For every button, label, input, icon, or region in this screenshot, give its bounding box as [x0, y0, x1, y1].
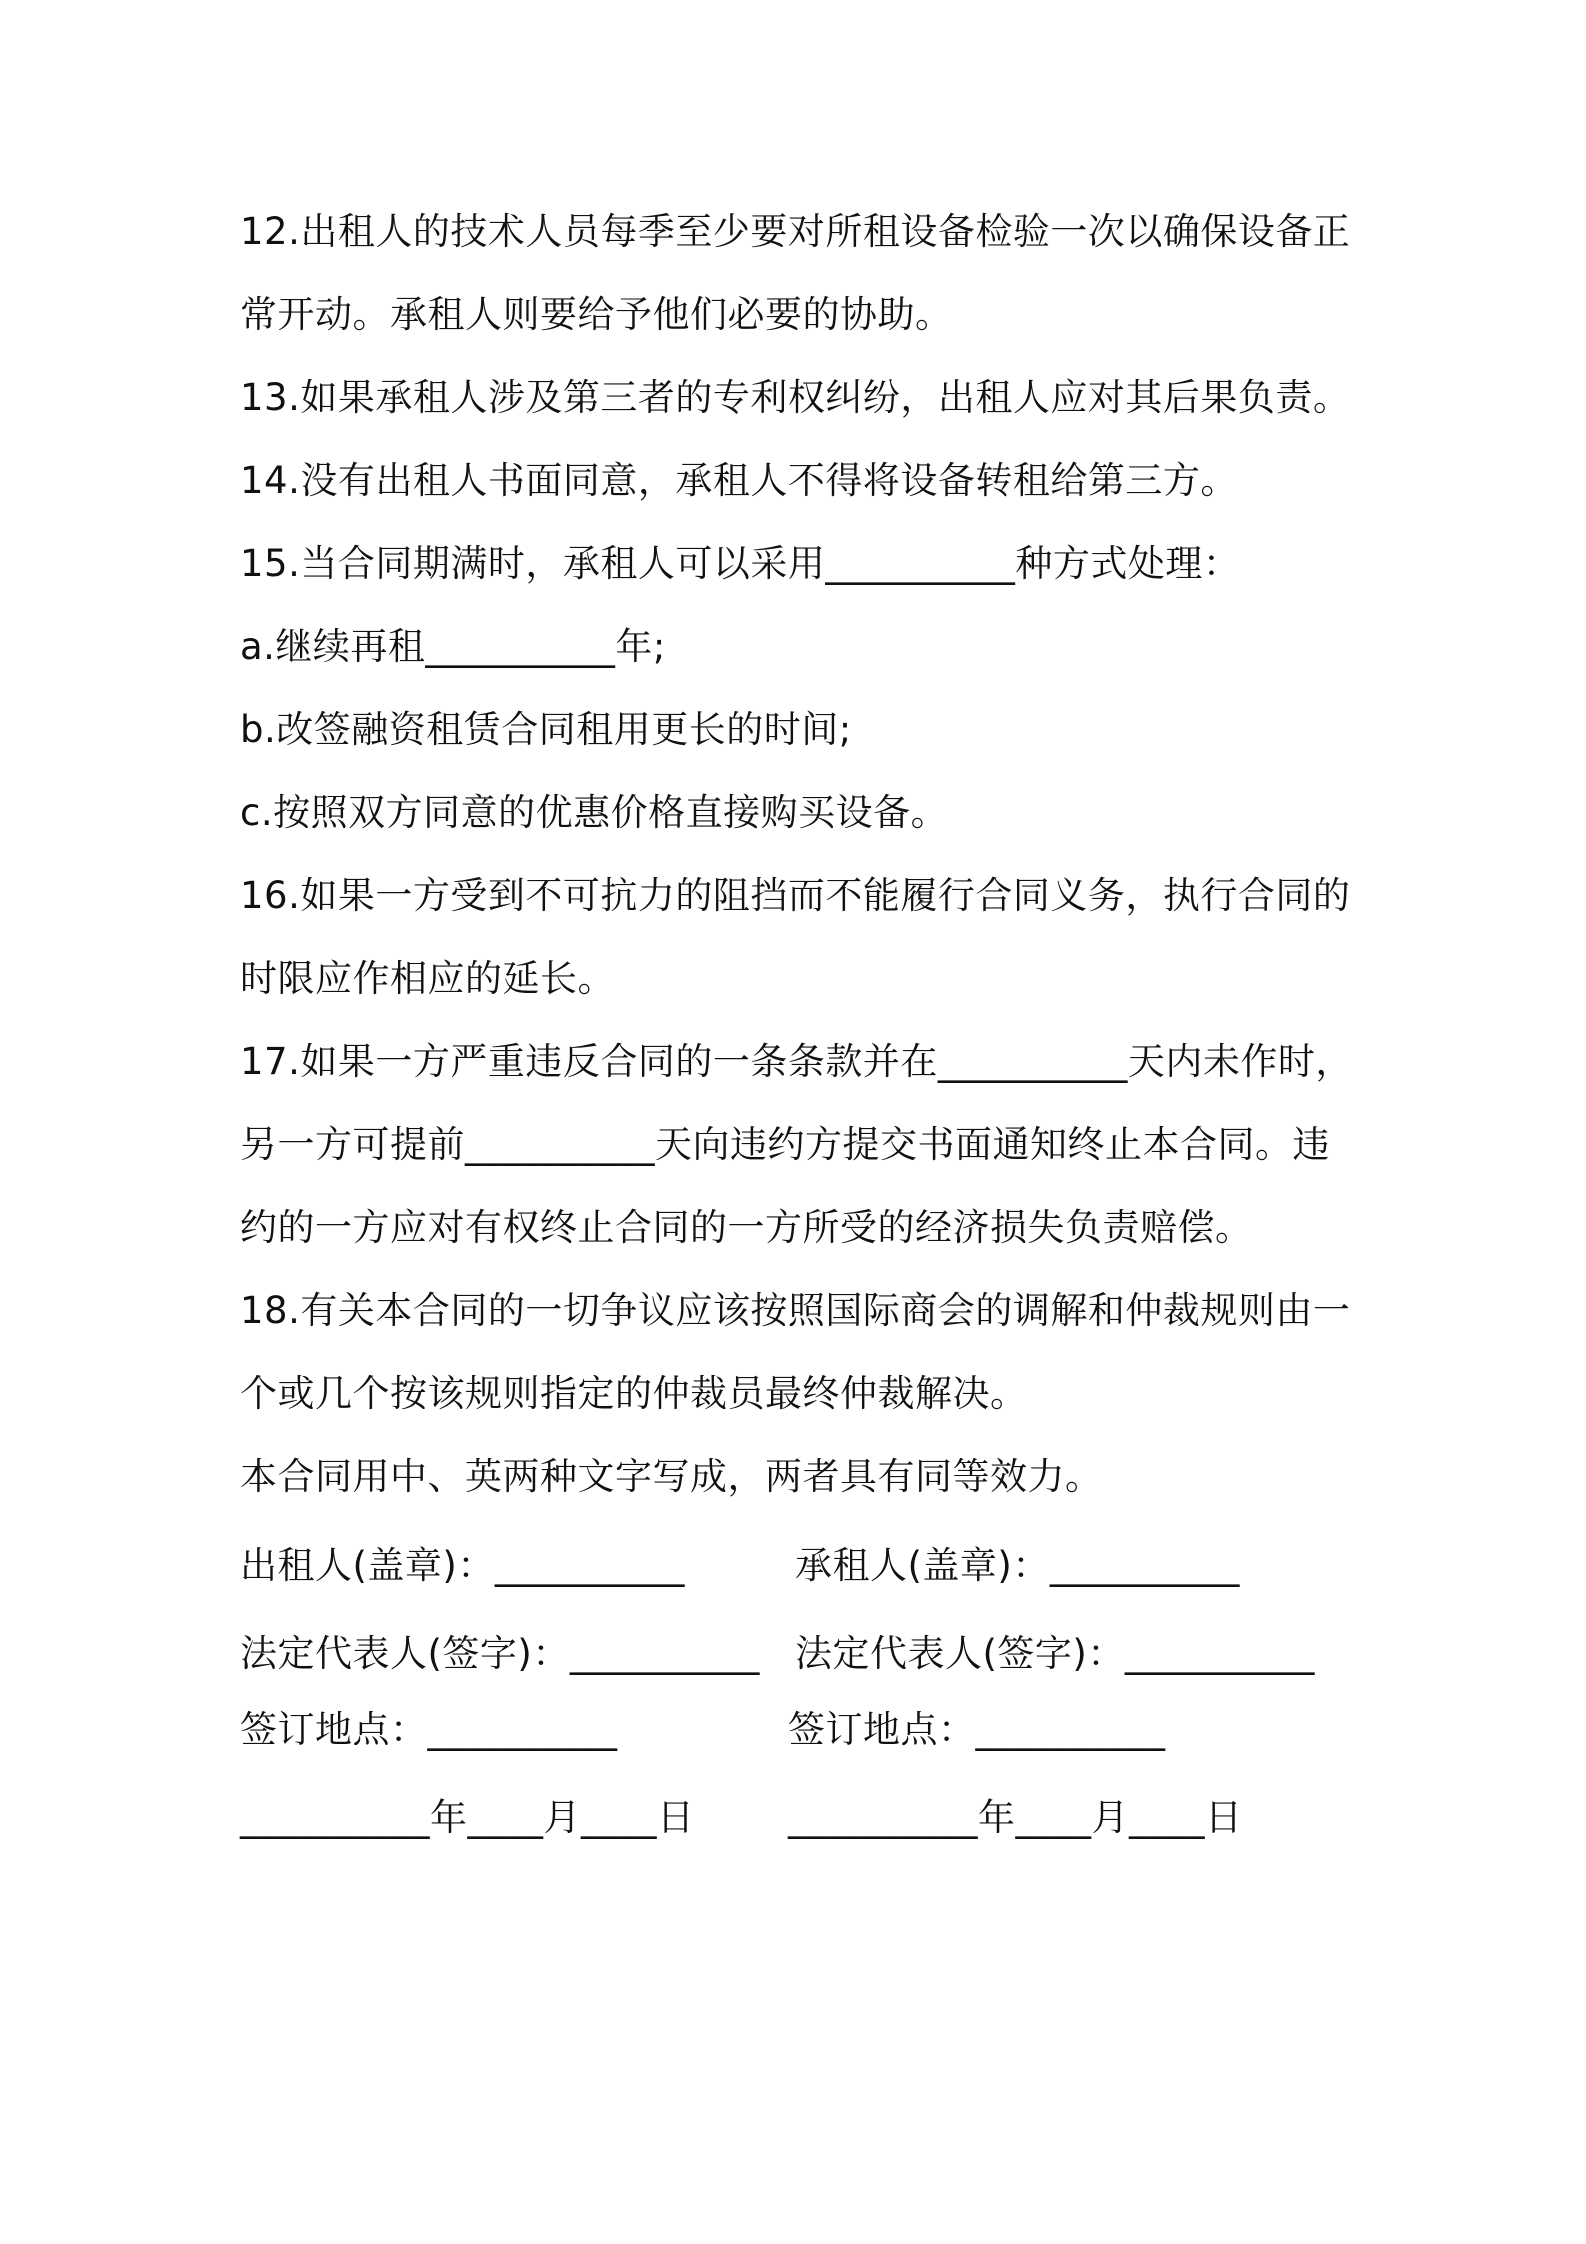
contract-clauses	[240, 190, 1360, 1518]
clause-15: 15.当合同期满时，承租人可以采用__________种方式处理：	[240, 542, 1241, 585]
lessee-seal-line: 承租人(盖章)：__________	[795, 1544, 1240, 1587]
clause-15-option-c: c.按照双方同意的优惠价格直接购买设备。	[240, 791, 949, 834]
lessor-seal-line: 出租人(盖章)：__________	[240, 1544, 685, 1587]
language-statement: 本合同用中、英两种文字写成，两者具有同等效力。	[240, 1455, 1103, 1498]
lessee-place-line: 签订地点：__________	[788, 1708, 1166, 1751]
clause-15-option-a: a.继续再租__________年;	[240, 625, 666, 668]
signature-row-seal	[240, 1535, 1360, 1623]
clause-17: 17.如果一方严重违反合同的一条条款并在__________天内未作时，另一方可提前__________天向违约方提交书面通知终止本合同。违约的一方应对有权终止合同的一方所受的经济损失负责赔偿。	[240, 1040, 1353, 1249]
clause-14: 14.没有出租人书面同意，承租人不得将设备转租给第三方。	[240, 459, 1238, 502]
lessor-representative-line: 法定代表人(签字)：__________	[240, 1632, 760, 1675]
lessor-place-line: 签订地点：__________	[240, 1708, 618, 1751]
clause-13: 13.如果承租人涉及第三者的专利权纠纷，出租人应对其后果负责。	[240, 376, 1351, 419]
clause-18: 18.有关本合同的一切争议应该按照国际商会的调解和仲裁规则由一个或几个按该规则指定的仲裁员最终仲裁解决。	[240, 1289, 1351, 1415]
signature-row-date	[240, 1787, 1360, 1863]
lessee-representative-line: 法定代表人(签字)：__________	[795, 1632, 1315, 1675]
clause-15-option-b: b.改签融资租赁合同租用更长的时间;	[240, 708, 852, 751]
signature-block	[240, 1535, 1360, 1863]
lessor-date-line: __________年____月____日	[240, 1796, 695, 1839]
lessee-date-line: __________年____月____日	[788, 1796, 1243, 1839]
signature-row-representative	[240, 1623, 1360, 1699]
signature-row-place	[240, 1699, 1360, 1787]
clause-16: 16.如果一方受到不可抗力的阻挡而不能履行合同义务，执行合同的时限应作相应的延长。	[240, 874, 1351, 1000]
clause-12: 12.出租人的技术人员每季至少要对所租设备检验一次以确保设备正常开动。承租人则要给予他们必要的协助。	[240, 210, 1351, 336]
